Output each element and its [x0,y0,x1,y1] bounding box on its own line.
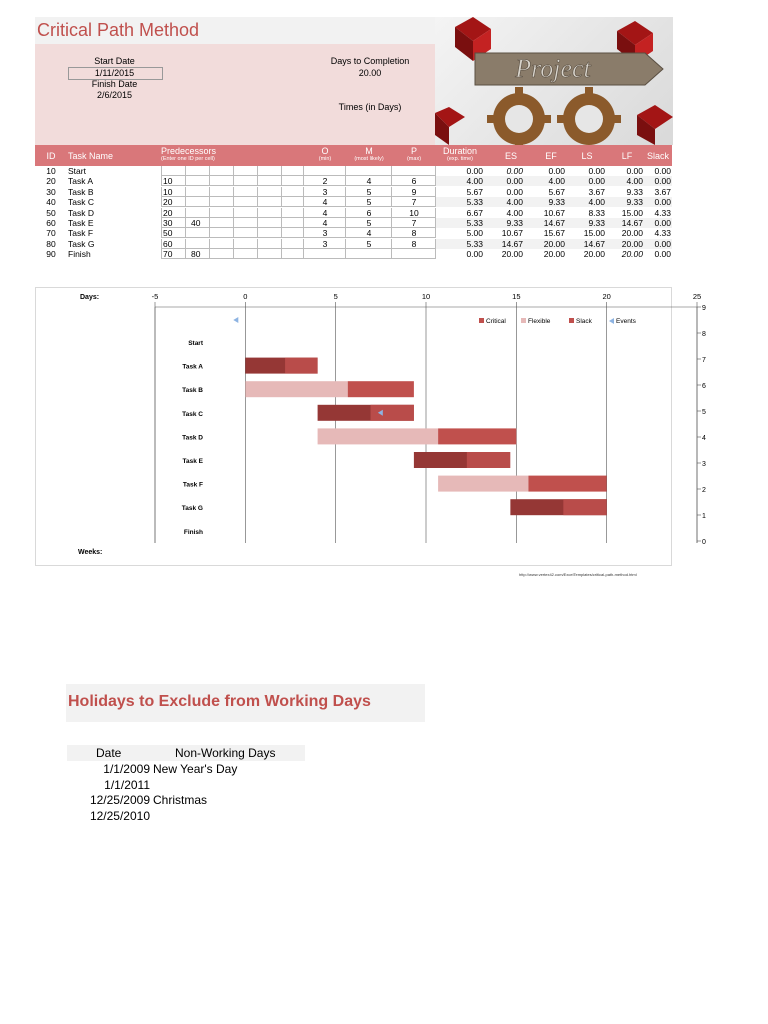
col-es: ES [504,151,517,161]
cell-slack: 0.00 [654,197,671,208]
cell-dur: 0.00 [466,166,483,176]
cell-m[interactable]: 6 [366,207,372,218]
cell-id: 50 [46,207,56,218]
input-cell[interactable] [257,249,282,259]
cell-o[interactable]: 4 [322,207,328,218]
input-cell[interactable] [257,197,282,207]
cell-id: 30 [46,186,56,197]
cell-id: 70 [46,228,56,239]
cell-task[interactable]: Task E [68,218,94,228]
cell-slack: 4.33 [654,228,671,239]
cell-id: 20 [46,176,56,187]
cell-lf: 20.00 [621,249,643,260]
cell-slack: 0.00 [654,176,671,187]
cell-dur: 4.00 [466,176,483,187]
cell-p[interactable]: 9 [411,186,417,197]
input-cell[interactable] [257,166,282,176]
input-cell[interactable] [281,208,304,218]
input-cell[interactable] [281,166,304,176]
cell-lf: 4.00 [626,176,643,187]
y2-tick-label: 5 [702,409,706,416]
holidays-col-date: Date [96,746,122,760]
holiday-date: 12/25/2010 [89,808,150,823]
input-cell[interactable] [257,208,282,218]
col-o [305,146,345,162]
cell-p2[interactable] [191,208,213,218]
category-label: Task G [181,505,203,513]
cell-slack: 0.00 [654,218,671,228]
holidays-title: Holidays to Exclude from Working Days [68,693,371,710]
cell-p2[interactable]: 80 [191,249,201,260]
cell-ef: 20.00 [543,238,565,249]
cell-ef: 14.67 [543,218,565,228]
cell-m[interactable] [347,249,391,259]
project-illustration [435,17,673,145]
cell-es: 0.00 [506,186,523,197]
y2-tick-label: 3 [702,461,706,468]
input-cell[interactable] [233,228,258,238]
cell-p2[interactable] [191,197,213,207]
col-slack: Slack [646,151,669,161]
cell-p1[interactable]: 10 [163,186,173,197]
cell-p2[interactable] [191,166,213,176]
cell-lf: 9.33 [626,197,643,208]
cell-task[interactable]: Task F [68,228,94,239]
cell-dur: 5.00 [466,228,483,239]
cell-es: 20.00 [501,249,523,260]
cell-m[interactable]: 5 [366,186,372,197]
category-label: Task C [182,410,203,418]
col-p-note: (max) [406,156,422,162]
days-completion-value: 20.00 [358,68,382,78]
legend-swatch [479,318,484,323]
cell-task[interactable]: Task D [68,207,94,218]
cell-dur: 6.67 [466,207,483,218]
cell-p[interactable]: 8 [411,238,417,249]
cell-p[interactable]: 7 [411,218,417,228]
cell-task[interactable]: Task A [68,176,94,187]
cell-ef: 20.00 [543,249,565,260]
cell-ef: 0.00 [548,166,565,176]
critical-bar-highlight [285,358,318,374]
legend-swatch [521,318,526,323]
critical-bar-highlight [467,452,510,468]
cell-p1[interactable]: 10 [163,176,173,187]
input-cell[interactable] [281,176,304,186]
legend-label: Critical [486,318,506,325]
cell-ls: 15.00 [583,228,605,239]
times-unit-label: Times (in Days) [338,102,402,112]
cell-p2[interactable] [191,239,213,249]
cell-ef: 10.67 [543,207,565,218]
col-o-label: O [321,146,329,156]
cell-slack: 4.33 [654,207,671,218]
y2-tick-label: 6 [702,383,706,390]
y2-tick-label: 0 [702,539,706,546]
col-lf: LF [621,151,633,161]
col-p-label: P [410,146,417,156]
cell-dur: 5.33 [466,197,483,208]
source-url[interactable]: http://www.vertex42.com/ExcelTemplates/critical-path-method.html [519,572,637,577]
cell-lf: 0.00 [626,166,643,176]
holiday-date: 1/1/2011 [104,777,150,792]
category-label: Finish [183,528,203,536]
cell-dur: 0.00 [466,249,483,260]
cell-p1[interactable]: 20 [163,197,173,208]
x-tick-label: 20 [602,292,611,301]
cell-p2[interactable]: 40 [191,218,201,228]
cell-id: 80 [46,238,56,249]
cell-ls: 20.00 [583,249,605,260]
cell-p1[interactable]: 60 [163,238,173,249]
cell-m[interactable]: 5 [366,238,372,249]
col-ls: LS [581,151,593,161]
cell-o[interactable]: 2 [322,176,328,187]
cell-slack: 0.00 [654,166,671,176]
category-label: Task B [182,387,203,395]
cell-task[interactable]: Start [68,166,86,176]
cell-es: 10.67 [501,228,523,239]
col-predecessors-label: Predecessors [161,146,217,156]
cell-m[interactable]: 4 [366,176,372,187]
input-cell[interactable] [281,228,304,238]
cell-o[interactable] [305,249,345,259]
input-cell[interactable] [257,228,282,238]
table-row [35,197,672,207]
cell-p2[interactable] [191,176,213,186]
cell-lf: 20.00 [621,238,643,249]
category-label: Task A [182,363,203,371]
cell-ef: 9.33 [548,197,565,208]
holiday-date: 12/25/2009 [89,793,150,807]
cell-p2[interactable] [191,187,213,197]
cell-id: 60 [46,218,56,228]
cell-p1[interactable]: 30 [163,218,173,228]
cell-m[interactable]: 5 [366,197,372,208]
cell-m[interactable]: 4 [366,228,372,239]
category-label: Task E [182,458,203,465]
col-task-name: Task Name [68,151,114,161]
input-cell[interactable] [257,218,282,228]
col-duration [437,146,483,162]
input-cell[interactable] [257,239,282,249]
days-axis-label: Days: [80,294,100,301]
cell-lf: 9.33 [626,186,643,197]
cell-es: 4.00 [506,207,523,218]
cell-lf: 14.67 [621,218,643,228]
table-row [35,249,672,259]
table-row [35,239,672,249]
input-cell[interactable] [233,197,258,207]
legend-label: Slack [576,318,592,325]
legend-label: Flexible [528,318,551,325]
legend-swatch [609,318,614,324]
cell-ls: 0.00 [588,176,605,187]
gantt-chart [35,287,706,565]
start-date-value: 1/11/2015 [94,68,135,78]
y2-tick-label: 1 [702,513,706,520]
table-row [35,187,672,197]
input-cell[interactable] [281,239,304,249]
cell-lf: 20.00 [621,228,643,239]
finish-date-value: 2/6/2015 [96,90,133,100]
holiday-name: Christmas [153,793,208,807]
cell-slack: 0.00 [654,238,671,249]
cell-p1[interactable]: 20 [163,207,173,218]
cell-lf: 15.00 [621,207,643,218]
x-tick-label: 25 [692,292,702,301]
cell-dur: 5.33 [466,218,483,228]
col-o-note: (min) [318,156,332,162]
input-cell[interactable] [281,187,304,197]
cell-slack: 0.00 [654,249,671,260]
input-cell[interactable] [233,166,258,176]
finish-date-label: Finish Date [91,79,138,89]
event-marker [233,317,238,323]
holidays-col-name: Non-Working Days [175,746,276,760]
cell-es: 9.33 [506,218,523,228]
holiday-name: New Year's Day [153,762,238,776]
cell-es: 14.67 [501,238,523,249]
page-title: Critical Path Method [37,20,200,40]
input-cell[interactable] [233,249,258,259]
cell-o[interactable]: 3 [322,228,328,239]
x-tick-label: 0 [243,292,248,301]
cell-o[interactable]: 4 [322,218,328,228]
cell-task[interactable]: Task C [68,197,94,208]
cell-task[interactable]: Task G [68,238,95,249]
x-tick-label: 5 [333,292,338,301]
cell-ls: 3.67 [588,186,605,197]
y2-tick-label: 7 [702,357,706,364]
cell-o[interactable]: 3 [322,238,328,249]
table-row [35,208,672,218]
input-cell[interactable] [281,197,304,207]
project-sign-text: Project [515,54,591,83]
legend-swatch [569,318,574,323]
table-row [35,228,672,238]
cell-ef: 5.67 [548,186,565,197]
cell-ls: 8.33 [588,207,605,218]
cell-es: 0.00 [506,166,523,176]
slack-bar [348,381,414,397]
cell-task[interactable]: Task B [68,186,94,197]
cell-o[interactable]: 4 [322,197,328,208]
cell-ls: 0.00 [588,166,605,176]
y2-tick-label: 2 [702,487,706,494]
col-ef: EF [545,151,557,161]
critical-bar-highlight [371,405,414,421]
col-predecessors [161,146,301,162]
input-cell[interactable] [233,239,258,249]
input-cell[interactable] [233,218,258,228]
input-cell[interactable] [281,218,304,228]
col-m-label: M [365,146,373,156]
cell-ls: 9.33 [588,218,605,228]
cell-o[interactable]: 3 [322,186,328,197]
col-m-note: (most likely) [354,156,384,162]
col-duration-label: Duration [442,146,478,156]
cell-es: 4.00 [506,197,523,208]
cell-es: 0.00 [506,176,523,187]
table-row [35,176,672,186]
input-cell[interactable] [233,208,258,218]
category-label: Task F [182,481,203,489]
input-cell[interactable] [281,249,304,259]
category-label: Task D [182,434,203,442]
table-row [35,218,672,228]
cell-p[interactable]: 7 [411,197,417,208]
x-tick-label: -5 [151,292,159,301]
cell-id: 40 [46,197,56,208]
cell-p[interactable] [393,249,435,259]
cell-p1[interactable]: 50 [163,228,173,239]
start-date-label: Start Date [94,56,135,66]
y2-tick-label: 9 [702,305,706,312]
cell-o[interactable] [305,166,345,176]
col-m [347,146,391,162]
cell-ls: 14.67 [583,238,605,249]
cell-p[interactable] [393,166,435,176]
cell-m[interactable] [347,166,391,176]
input-cell[interactable] [257,187,282,197]
holiday-date: 1/1/2009 [103,762,150,776]
cell-ef: 15.67 [543,228,565,239]
category-label: Start [188,340,203,347]
cell-ef: 4.00 [548,176,565,187]
input-cell[interactable] [257,176,282,186]
y2-tick-label: 4 [702,435,706,442]
col-p [393,146,435,162]
cell-p[interactable]: 6 [411,176,417,187]
flexible-bar [318,428,439,444]
cell-p[interactable]: 10 [409,207,419,218]
input-cell[interactable] [233,176,258,186]
col-predecessors-note: (Enter one ID per cell) [161,156,215,162]
table-row [35,166,672,176]
col-id: ID [46,151,56,161]
slack-bar [438,428,516,444]
legend-label: Events [616,318,636,325]
cell-dur: 5.67 [466,186,483,197]
cell-id: 90 [46,249,56,260]
cell-id: 10 [46,166,56,176]
cell-slack: 3.67 [654,186,671,197]
col-duration-note: (exp. time) [447,156,473,162]
flexible-bar [245,381,347,397]
cell-task[interactable]: Finish [68,249,91,260]
cell-m[interactable]: 5 [366,218,372,228]
input-cell[interactable] [233,187,258,197]
slack-bar [528,476,606,492]
weeks-axis-label: Weeks: [78,549,103,556]
cell-p1[interactable] [163,166,185,176]
cell-p[interactable]: 8 [411,228,417,239]
y2-tick-label: 8 [702,331,706,338]
days-completion-label: Days to Completion [330,56,410,66]
table-header [35,145,672,166]
cell-p2[interactable] [191,228,213,238]
project-gears-image [435,17,673,145]
critical-bar-highlight [563,499,606,515]
x-tick-label: 15 [512,292,521,301]
flexible-bar [438,476,528,492]
cell-p1[interactable]: 70 [163,249,173,260]
cell-dur: 5.33 [466,238,483,249]
x-tick-label: 10 [421,292,431,301]
cell-ls: 4.00 [588,197,605,208]
